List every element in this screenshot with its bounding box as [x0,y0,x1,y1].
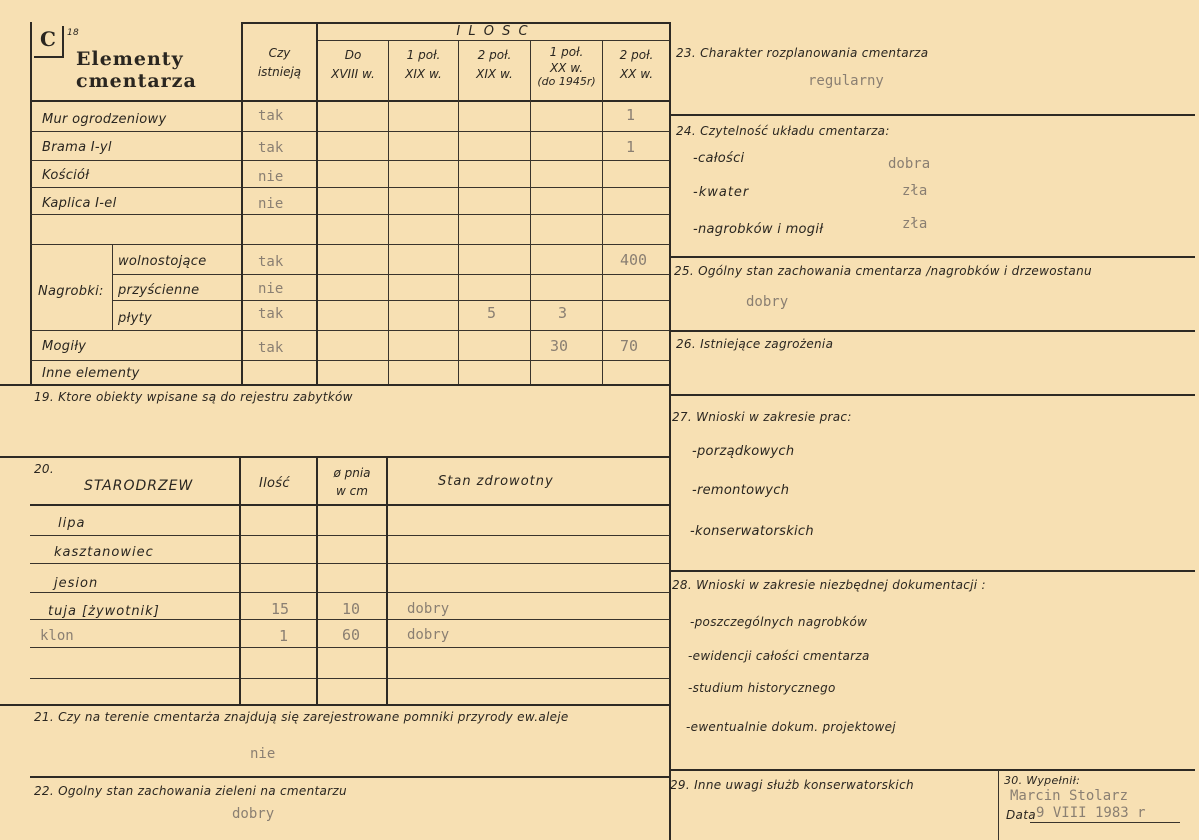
q25-answer: dobry [746,294,789,310]
col-1-l1: Do [344,48,362,62]
q21-label: 21. Czy na terenie cmentarża znajdują się zarejestrowane pomniki przyrody ew.aleje [34,710,569,724]
q28-item: -ewidencji całości cmentarza [688,649,870,663]
row-line [30,160,670,161]
row-label-przyscienne: przyścienne [118,283,200,298]
header-col-3 [459,48,530,82]
q24-item: -całości [693,151,745,166]
row-label-brama: Brama I-yl [42,140,112,155]
header-czy [243,46,316,80]
q24-label: 24. Czytelność układu cmentarza: [676,124,890,138]
header-bottom-line [30,100,670,102]
tree-name: klon [40,628,74,644]
q27-item: -konserwatorskich [690,524,814,539]
q20-number: 20. [34,462,54,476]
exists-value: tak [258,306,284,322]
q22-label: 22. Ogolny stan zachowania zieleni na cmentarzu [34,784,347,798]
header-czy-l1: Czy [268,46,291,60]
tree-name: jesion [54,576,99,591]
q24-bottom-line [669,256,1195,258]
header-ilosc: I L O S C [456,24,530,39]
q28-item: -poszczególnych nagrobków [690,615,868,629]
col-line [602,40,603,384]
q30-divider [998,770,999,840]
row-label-inne: Inne elementy [42,366,140,381]
q30-date-line [1030,822,1180,823]
col-2-l2: XIX w. [405,67,442,81]
q27-item: -remontowych [692,483,790,498]
table-bottom-line [0,384,671,386]
q29-label: 29. Inne uwagi służb konserwatorskich [670,778,914,792]
q30-name: Marcin Stolarz [1010,788,1129,804]
tree-qty: 1 [279,627,289,645]
exists-value: nie [258,196,284,212]
exists-value: tak [258,108,284,124]
qty-value: 3 [558,304,568,322]
q30-date: 9 VIII 1983 r [1036,805,1146,821]
q20-row-line [30,619,670,620]
q27-bottom-line [669,570,1195,572]
row-line [30,214,670,215]
q20-diam-l1: ø pnia [333,466,371,480]
row-line [30,187,670,188]
qty-value: 1 [626,106,636,124]
col-4-l3: (do 1945r) [537,75,596,88]
exists-value: tak [258,340,284,356]
section-letter: C [40,27,57,51]
col-line [388,40,389,384]
q24-item: -kwater [693,185,750,200]
row-line [30,131,670,132]
header-col-1 [318,48,388,82]
q23-bottom-line [669,114,1195,116]
q20-header-name: STARODRZEW [84,478,194,494]
q28-item: -studium historycznego [688,681,836,695]
tree-name: tuja [żywotnik] [48,604,160,619]
row-label-kosciol: Kościół [42,168,90,183]
main-divider [669,22,671,840]
nagrobki-col-line [112,244,113,330]
row-label-kaplica: Kaplica I-el [42,196,117,211]
tree-diam: 60 [342,626,361,644]
section-sup: 18 [67,28,80,38]
q20-top-line [0,456,671,458]
row-label-mur: Mur ogrodzeniowy [42,112,167,127]
header-col-4 [531,46,602,88]
q23-label: 23. Charakter rozplanowania cmentarza [676,46,929,60]
col-5-l2: XX w. [619,67,654,81]
q20-row-line [30,535,670,536]
q27-item: -porządkowych [692,444,795,459]
col-4-l2: XX w. [549,61,584,75]
q24-value: zła [902,216,928,232]
q25-bottom-line [669,330,1195,332]
exists-value: nie [258,169,284,185]
q20-diam-l2: w cm [336,484,368,498]
row-label-mogily: Mogiły [42,339,87,354]
q20-bottom-line [0,704,671,706]
q20-row-line [30,563,670,564]
qty-value: 400 [620,251,648,269]
page-title-line2: cmentarza [76,70,197,92]
q30-date-label: Data [1006,808,1036,822]
q20-header-line [30,504,670,506]
tree-name: lipa [58,516,86,531]
q28-bottom-line [669,769,1195,771]
q20-row-line [30,678,670,679]
q20-row-line [30,592,670,593]
q20-col-line [239,456,241,704]
q22-top-line [30,776,670,778]
exists-value: tak [258,254,284,270]
row-line [112,300,670,301]
col-3-l1: 2 poł. [477,48,512,62]
q20-header-qty: Ilość [259,476,290,491]
tree-state: dobry [407,627,450,643]
col-1-l2: XVIII w. [331,67,375,81]
qty-value: 30 [550,337,569,355]
col-line [458,40,459,384]
col-5-l1: 2 poł. [619,48,654,62]
q28-label: 28. Wnioski w zakresie niezbędnej dokumentacji : [672,578,986,592]
q20-header-state: Stan zdrowotny [438,474,554,489]
q19-label: 19. Ktore obiekty wpisane są do rejestru zabytków [34,390,353,404]
exists-value: nie [258,281,284,297]
left-border [30,22,32,386]
row-line [30,330,670,331]
q20-header-diam [318,466,386,499]
header-col-2 [389,48,458,82]
row-label-plyty: płyty [118,311,152,326]
header-col-5 [603,48,670,82]
header-czy-l2: istnieją [257,65,302,79]
page-title-line1: Elementy [76,48,184,70]
q30-label: 30. Wypełnił: [1004,774,1081,787]
q24-value: zła [902,183,928,199]
q22-answer: dobry [232,806,275,822]
q21-answer: nie [250,746,276,762]
col-2-l1: 1 poł. [406,48,441,62]
row-line [30,244,670,245]
q20-col-line [386,456,388,704]
q20-row-line [30,647,670,648]
tree-state: dobry [407,601,450,617]
row-label-wolnostojace: wolnostojące [118,254,207,269]
col-3-l2: XIX w. [476,67,513,81]
qty-value: 1 [626,138,636,156]
qty-value: 70 [620,337,639,355]
col-4-l1: 1 poł. [549,45,584,59]
tree-diam: 10 [342,600,361,618]
q23-answer: regularny [808,73,884,89]
q28-item: -ewentualnie dokum. projektowej [686,720,896,734]
tree-name: kasztanowiec [54,545,154,560]
q26-label: 26. Istniejące zagrożenia [676,337,834,351]
col-line [530,40,531,384]
exists-value: tak [258,140,284,156]
q27-label: 27. Wnioski w zakresie prac: [672,410,852,424]
q24-value: dobra [888,156,931,172]
nagrobki-label: Nagrobki: [38,284,104,299]
qty-value: 5 [487,304,497,322]
tree-qty: 15 [271,600,290,618]
q25-label: 25. Ogólny stan zachowania cmentarza /nagrobków i drzewostanu [674,264,1092,278]
ilosc-line [316,40,670,41]
q26-bottom-line [669,394,1195,396]
row-line [112,274,670,275]
row-line [30,360,670,361]
q24-item: -nagrobków i mogił [693,222,824,237]
